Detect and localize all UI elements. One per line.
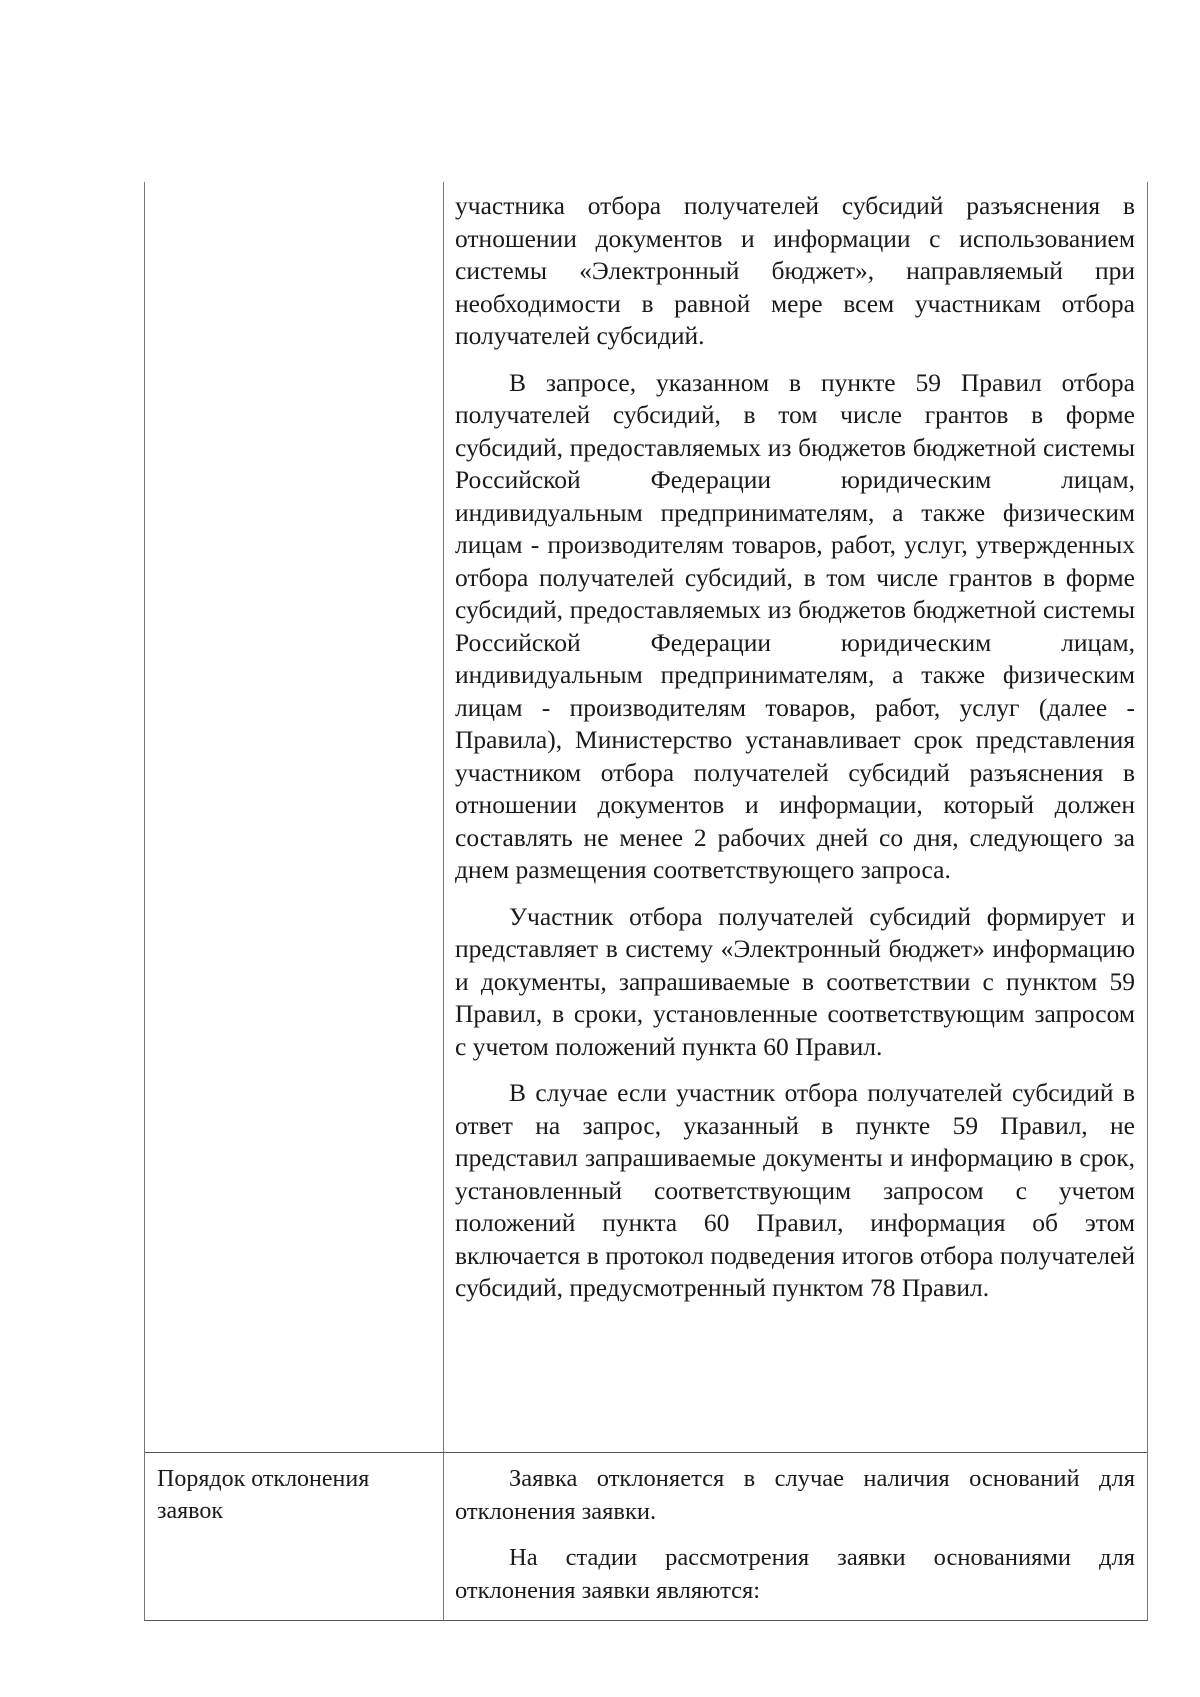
row-content-cell (455, 182, 1135, 1305)
paragraph: участника отбора получателей субсидий разъяснения в отношении документов и информации с использованием системы «Электронный бюджет», направляемый при необходимости в равной мере всем участникам отбора получателей субсидий. (455, 191, 1135, 350)
row-label-cell: Порядок отклонения заявок (157, 1466, 370, 1524)
paragraph: Заявка отклоняется в случае наличия оснований для отклонения заявки. (455, 1465, 1135, 1525)
paragraph: Участник отбора получателей субсидий формирует и представляет в систему «Электронный бюджет» информацию и документы, запрашиваемые в соответствии с пунктом 59 Правил, в сроки, установленные соответствующим запросом с учетом положений пункта 60 Правил. (455, 901, 1135, 1061)
paragraph: В случае если участник отбора получателей субсидий в ответ на запрос, указанный в пункте 59 Правил, не представил запрашиваемые документы и информацию в срок, установленный соответствующим запросом с учетом положений пункта 60 Правил, информация об этом включается в протокол подведения итогов отбора получателей субсидий, предусмотренный пунктом 78 Правил. (455, 1078, 1135, 1302)
paragraph: В запросе, указанном в пункте 59 Правил отбора получателей субсидий, в том числе грантов в форме субсидий, предоставляемых из бюджетов бюджетной системы Российской Федерации юридическим лицам, индивидуальным предпринимателям, а также физическим лицам - производителям товаров, работ, услуг, утвержденных отбора получателей субсидий, в том числе грантов в форме субсидий, предоставляемых из бюджетов бюджетной системы Российской Федерации юридическим лицам, индивидуальным предпринимателям, а также физическим лицам - производителям товаров, работ, услуг (далее - Правила), Министерство устанавливает срок представления участником отбора получателей субсидий разъяснения в отношении документов и информации, который должен составлять не менее 2 рабочих дней со дня, следующего за днем размещения соответствующего запроса. (455, 367, 1135, 884)
column-divider (443, 1453, 444, 1621)
row-content-cell (455, 1463, 1135, 1607)
column-divider (443, 182, 444, 1452)
table-row (145, 1452, 1147, 1621)
paragraph: На стадии рассмотрения заявки основаниями для отклонения заявки являются: (455, 1544, 1135, 1604)
document-table (144, 182, 1148, 1621)
table-row (145, 182, 1147, 1452)
